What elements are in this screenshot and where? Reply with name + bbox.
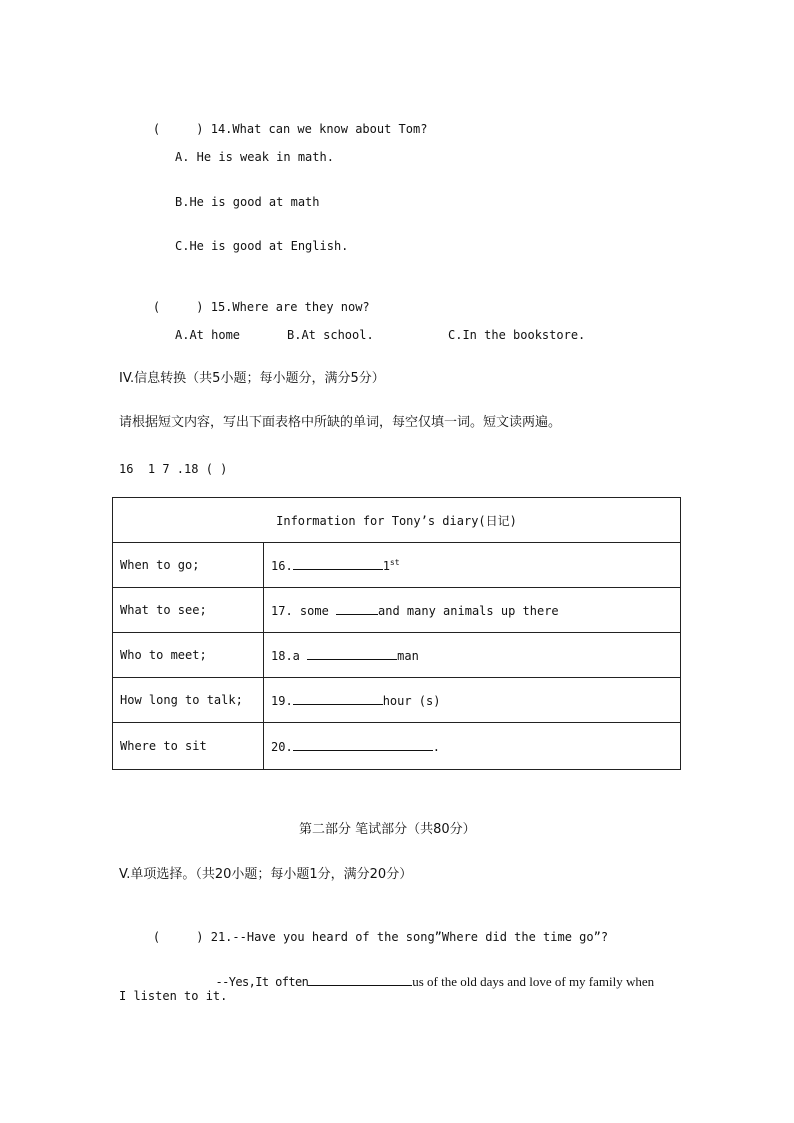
row-answer: 16. 1st: [264, 543, 681, 588]
answer-blank[interactable]: [293, 692, 383, 705]
answer-line: 16 1 7 .18 ( ): [119, 462, 228, 476]
question-15: [124, 283, 370, 331]
question-21-answer: --Yes,It often us of the old days and love of my family when: [215, 974, 655, 989]
answer-blank[interactable]: [307, 647, 397, 660]
question-21: [124, 913, 608, 961]
answer-blank[interactable]: [293, 738, 433, 751]
table-row: [113, 723, 681, 770]
answer-paren: ( ): [152, 930, 204, 944]
answer-blank[interactable]: [308, 973, 412, 986]
table-row: [113, 633, 681, 678]
table-row: [113, 588, 681, 633]
row-answer: 18.a man: [264, 633, 681, 678]
row-answer: 19. hour (s): [264, 678, 681, 723]
answer-blank[interactable]: [336, 602, 378, 615]
row-label: Where to sit: [113, 723, 264, 770]
option-15-a: A.At home: [175, 328, 241, 342]
row-label: What to see;: [113, 588, 264, 633]
section-4-instruction: 请根据短文内容，写出下面表格中所缺的单词，每空仅填一词。短文读两遍。: [119, 415, 562, 430]
question-stem: 21.--Have you heard of the song”Where did the time go”?: [210, 930, 609, 944]
option-14-b: B.He is good at math: [175, 195, 320, 209]
table-header: Information for Tony’s diary(日记): [113, 498, 681, 543]
answer-paren: ( ): [152, 122, 204, 136]
section-4-title: IV.信息转换（共5小题；每小题分，满分5分）: [119, 371, 385, 386]
row-label: How long to talk;: [113, 678, 264, 723]
question-stem: 14.What can we know about Tom?: [210, 122, 428, 136]
option-15-b: B.At school.: [287, 328, 374, 342]
question-stem: 15.Where are they now?: [210, 300, 370, 314]
table-row: [113, 678, 681, 723]
option-15-c: C.In the bookstore.: [448, 328, 586, 342]
answer-paren: ( ): [152, 300, 204, 314]
section-5-title: V.单项选择。（共20小题；每小题1分，满分20分）: [119, 867, 413, 882]
row-label: Who to meet;: [113, 633, 264, 678]
part-2-title: 第二部分 笔试部分（共80分）: [299, 822, 476, 837]
row-label: When to go;: [113, 543, 264, 588]
row-answer: 17. some and many animals up there: [264, 588, 681, 633]
info-table: [112, 497, 681, 770]
question-14: [124, 105, 427, 153]
question-21-continuation: I listen to it.: [119, 989, 228, 1003]
row-answer: 20. .: [264, 723, 681, 770]
answer-blank[interactable]: [293, 557, 383, 570]
option-14-a: A. He is weak in math.: [175, 150, 334, 164]
option-14-c: C.He is good at English.: [175, 239, 349, 253]
table-row: [113, 543, 681, 588]
